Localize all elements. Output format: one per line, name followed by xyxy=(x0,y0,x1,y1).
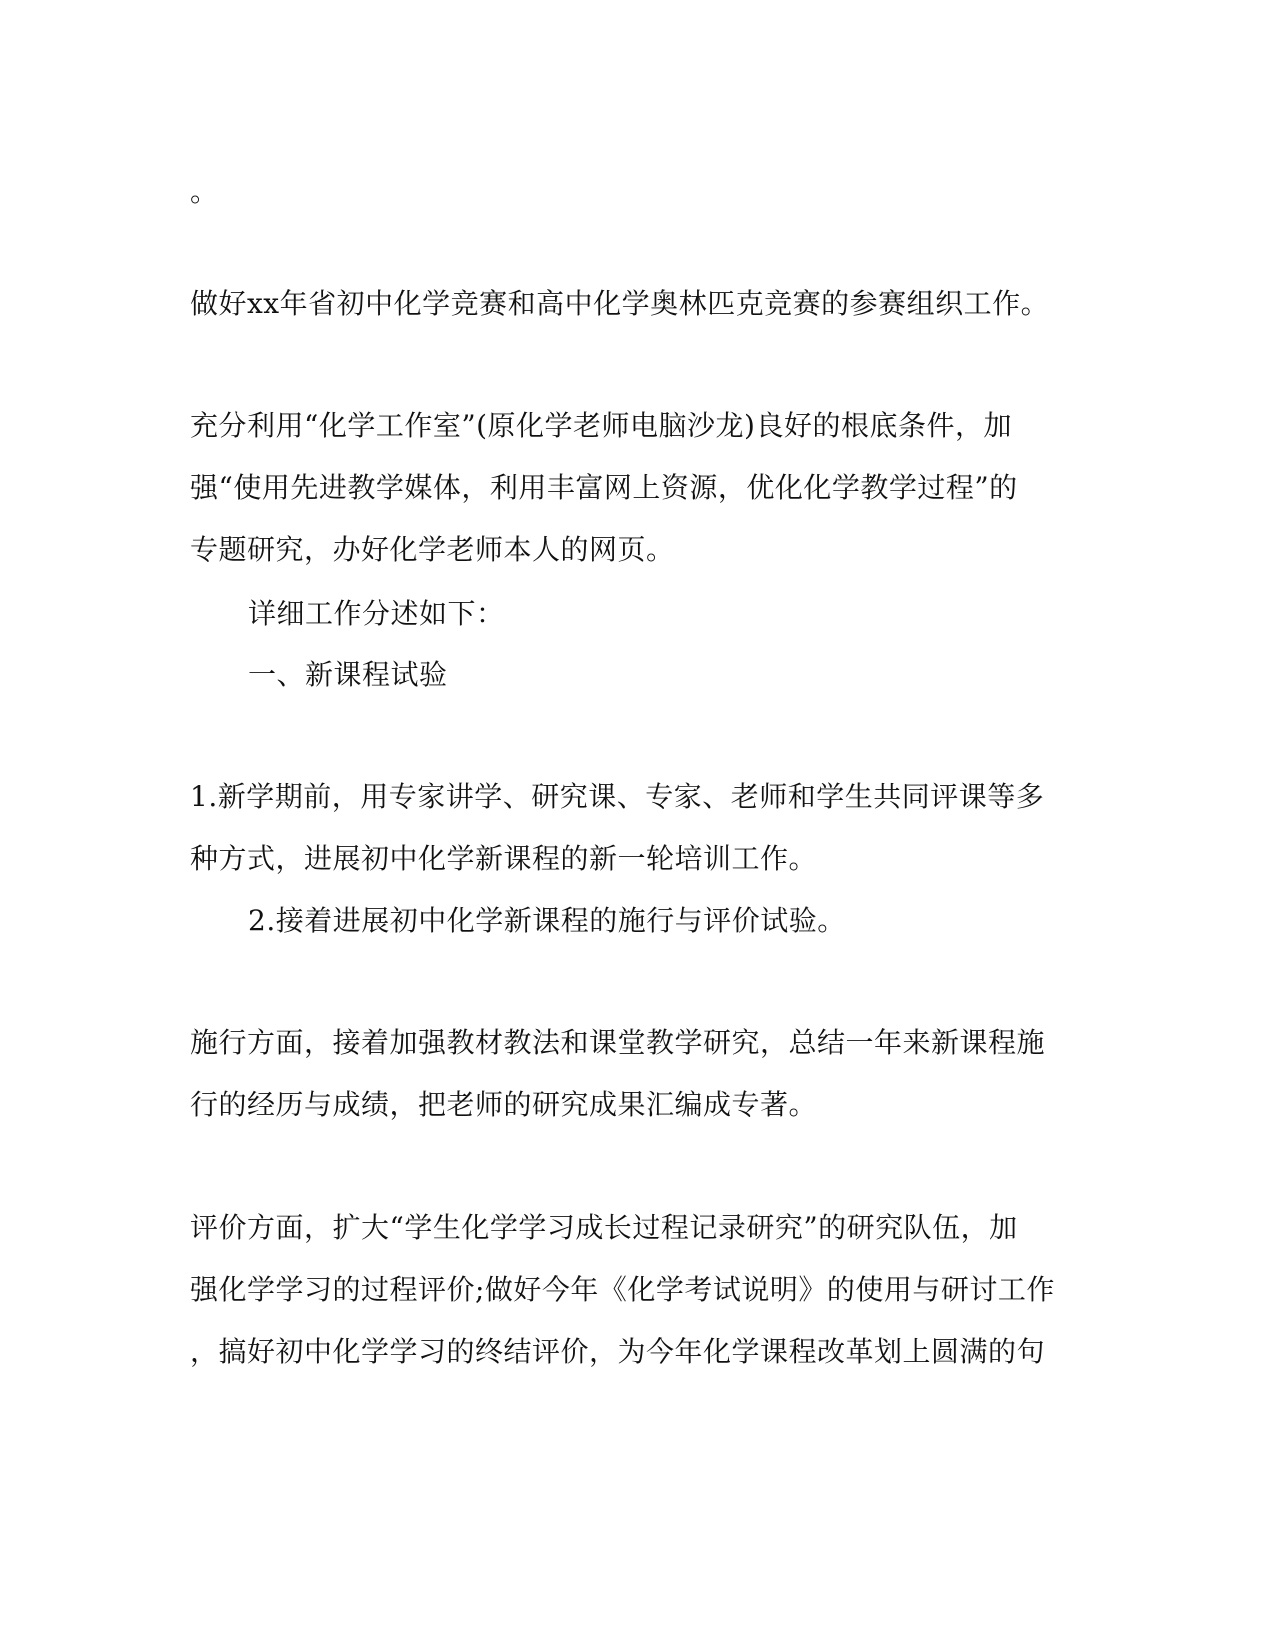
text-line-period: 。 xyxy=(190,175,219,208)
text-line-implementation-2: 行的经历与成绩，把老师的研究成果汇编成专著。 xyxy=(190,1088,818,1121)
text-line-studio-1: 充分利用“化学工作室”(原化学老师电脑沙龙)良好的根底条件，加 xyxy=(190,409,1012,442)
text-line-studio-3: 专题研究，办好化学老师本人的网页。 xyxy=(190,533,675,566)
text-line-implementation-1: 施行方面，接着加强教材教法和课堂教学研究，总结一年来新课程施 xyxy=(190,1026,1046,1059)
text-line-item1-2: 种方式，进展初中化学新课程的新一轮培训工作。 xyxy=(190,842,818,875)
text-line-evaluation-2: 强化学学习的过程评价;做好今年《化学考试说明》的使用与研讨工作 xyxy=(190,1273,1055,1306)
text-line-item2: 2.接着进展初中化学新课程的施行与评价试验。 xyxy=(248,904,846,937)
text-line-evaluation-3: ，搞好初中化学学习的终结评价，为今年化学课程改革划上圆满的句 xyxy=(190,1335,1046,1368)
text-line-studio-2: 强“使用先进教学媒体，利用丰富网上资源，优化化学教学过程”的 xyxy=(190,471,1018,504)
text-line-evaluation-1: 评价方面，扩大“学生化学学习成长过程记录研究”的研究队伍，加 xyxy=(190,1211,1018,1244)
text-line-competition: 做好xx年省初中化学竞赛和高中化学奥林匹克竞赛的参赛组织工作。 xyxy=(190,287,1050,320)
text-line-item1-1: 1.新学期前，用专家讲学、研究课、专家、老师和学生共同评课等多 xyxy=(190,780,1045,813)
text-line-details-heading: 详细工作分述如下： xyxy=(248,597,505,630)
section-heading-new-curriculum: 一、新课程试验 xyxy=(248,658,448,691)
